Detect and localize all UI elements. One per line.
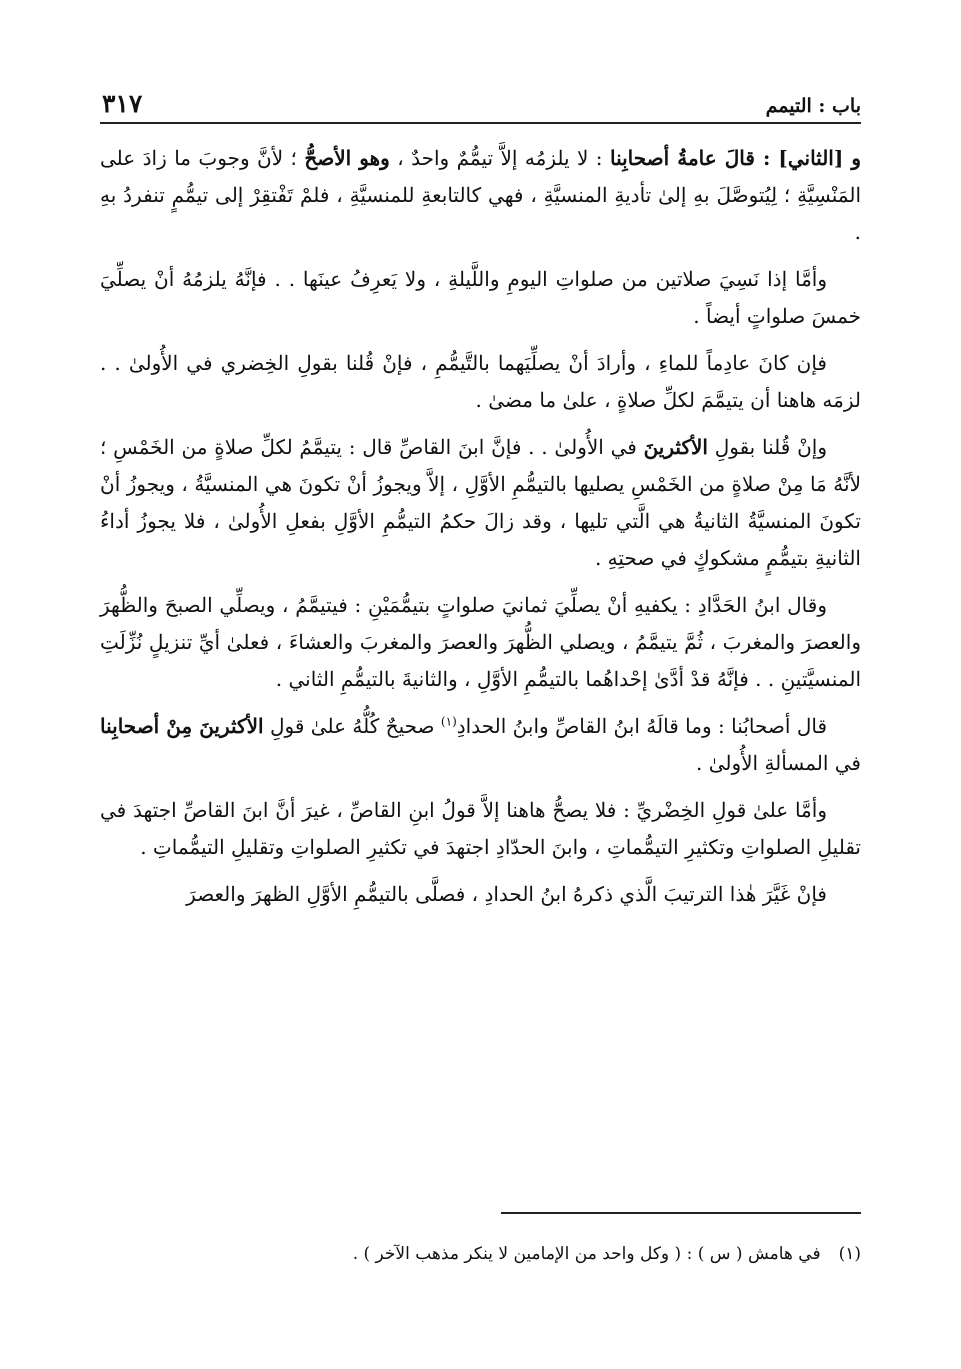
bold-text-segment: وهو الأصحُّ (304, 146, 390, 170)
paragraph (100, 140, 861, 251)
paragraph (100, 876, 861, 913)
footnote-text: في هامش ( س ) : ( وكل واحد من الإمامين لا ينكر مذهب الآخر ) . (352, 1244, 821, 1264)
text-segment: : لا يلزمُه إلاَّ تيمُّمٌ واحدٌ ، (389, 146, 610, 170)
text-segment: وأمَّا علىٰ قولِ الخِضْريِّ : فلا يصحُّ هاهنا إلاَّ قولُ ابنِ القاصِّ ، غيرَ أنَّ ابنَ القاصِّ اجتهدَ في تقليلِ الصلواتِ وتكثيرِ التيمُّماتِ ، وابنَ الحدّادِ اجتهدَ في تكثيرِ الصلواتِ وتقليلِ التيمُّماتِ . (100, 798, 861, 859)
text-segment: في الأُولىٰ . . فإنَّ ابنَ القاصِّ قال : يتيمَّمُ لكلِّ صلاةٍ من الخَمْسِ ؛ لأنَّهُ مَا مِنْ صلاةٍ من الخَمْسِ يصليها بالتيمُّمِ الأوَّلِ ، إلاَّ ويجوزُ أنْ تكونَ هي المنسيَّةُ ، ويجوزُ أنْ تكونَ المنسيَّةُ الثانيةُ هي الَّتي تليها ، وقد زالَ حكمُ التيمُّمِ الأوَّلِ بفعلِ الأُولىٰ ، فلا يجوزُ أداءُ الثانيةِ بتيمُّمٍ مشكوكٍ في صحتِهِ . (100, 435, 861, 570)
page-header (100, 82, 861, 124)
text-segment: في المسألةِ الأُولىٰ . (695, 751, 861, 775)
bold-text-segment: قالَ عامةُ أصحابِنا (609, 146, 755, 170)
paragraph (100, 708, 861, 782)
footnote-number: (١) (838, 1244, 861, 1264)
text-segment: صحيحٌ كُلُّهُ علىٰ قولِ (263, 714, 441, 738)
paragraph (100, 587, 861, 698)
paragraph (100, 345, 861, 419)
footnote-divider (501, 1212, 861, 1214)
footnote-reference: (١) (440, 714, 457, 729)
main-text (100, 140, 861, 923)
text-segment: وأمَّا إذا نَسِيَ صلاتين من صلواتِ اليومِ واللَّيلةِ ، ولا يَعرِفُ عينَها . . فإنَّهُ يلزمُهُ أنْ يصلِّيَ خمسَ صلواتٍ أيضاً . (100, 267, 861, 328)
bold-text-segment: و [الثاني] : (754, 146, 861, 170)
footnote (100, 1240, 861, 1268)
paragraph (100, 261, 861, 335)
text-segment: قال أصحابُنا : وما قالَهُ ابنُ القاصِّ وابنُ الحدادِ (456, 714, 827, 738)
paragraph (100, 429, 861, 577)
text-segment: فإنْ غَيَّرَ هٰذا الترتيبَ الَّذي ذكرهُ ابنُ الحدادِ ، فصلَّى بالتيمُّمِ الأوَّلِ الظهرَ والعصرَ (186, 882, 827, 906)
page-number: ٣١٧ (102, 89, 143, 118)
text-segment: وإنْ قُلنا بقولِ (707, 435, 827, 459)
text-segment: فإن كانَ عادِماً للماءِ ، وأرادَ أنْ يصلِّيَهما بالتَّيمُّمِ ، فإنْ قُلنا بقولِ الخِضري في الأُولىٰ . . لزمَه هاهنا أن يتيمَّمَ لكلِّ صلاةٍ ، علىٰ ما مضىٰ . (100, 351, 861, 412)
bold-text-segment: الأكثرينَ مِنْ أصحابِنا (100, 714, 264, 738)
running-title: باب : التيمم (765, 95, 861, 117)
text-segment: ؛ لأنَّ وجوبَ ما زادَ على المَنْسِيَّةِ ؛ لِيُتوصَّلَ بهِ إلىٰ تأديةِ المنسيَّةِ ، فهي كالتابعةِ للمنسيَّةِ ، فلمْ تَفْتقِرْ إلى تيمُّمٍ تنفردُ بهِ . (100, 146, 861, 244)
paragraph (100, 792, 861, 866)
bold-text-segment: الأكثرينَ (643, 435, 708, 459)
text-segment: وقال ابنُ الحَدَّادِ : يكفيهِ أنْ يصلِّيَ ثمانيَ صلواتٍ بتيمُّمَيْنِ : فيتيمَّمُ ، ويصلِّي الصبحَ والظُّهرَ والعصرَ والمغربَ ، ثُمَّ يتيمَّمُ ، ويصلي الظُّهرَ والعصرَ والمغربَ والعشاءَ ، فعلىٰ أيِّ تنزيلٍ نُزِّلَتِ المنسيَّتينِ . . فإنَّهُ قدْ أدَّىٰ إحْداهُما بالتيمُّمِ الأوَّلِ ، والثانيةَ بالتيمُّمِ الثاني . (100, 593, 861, 691)
